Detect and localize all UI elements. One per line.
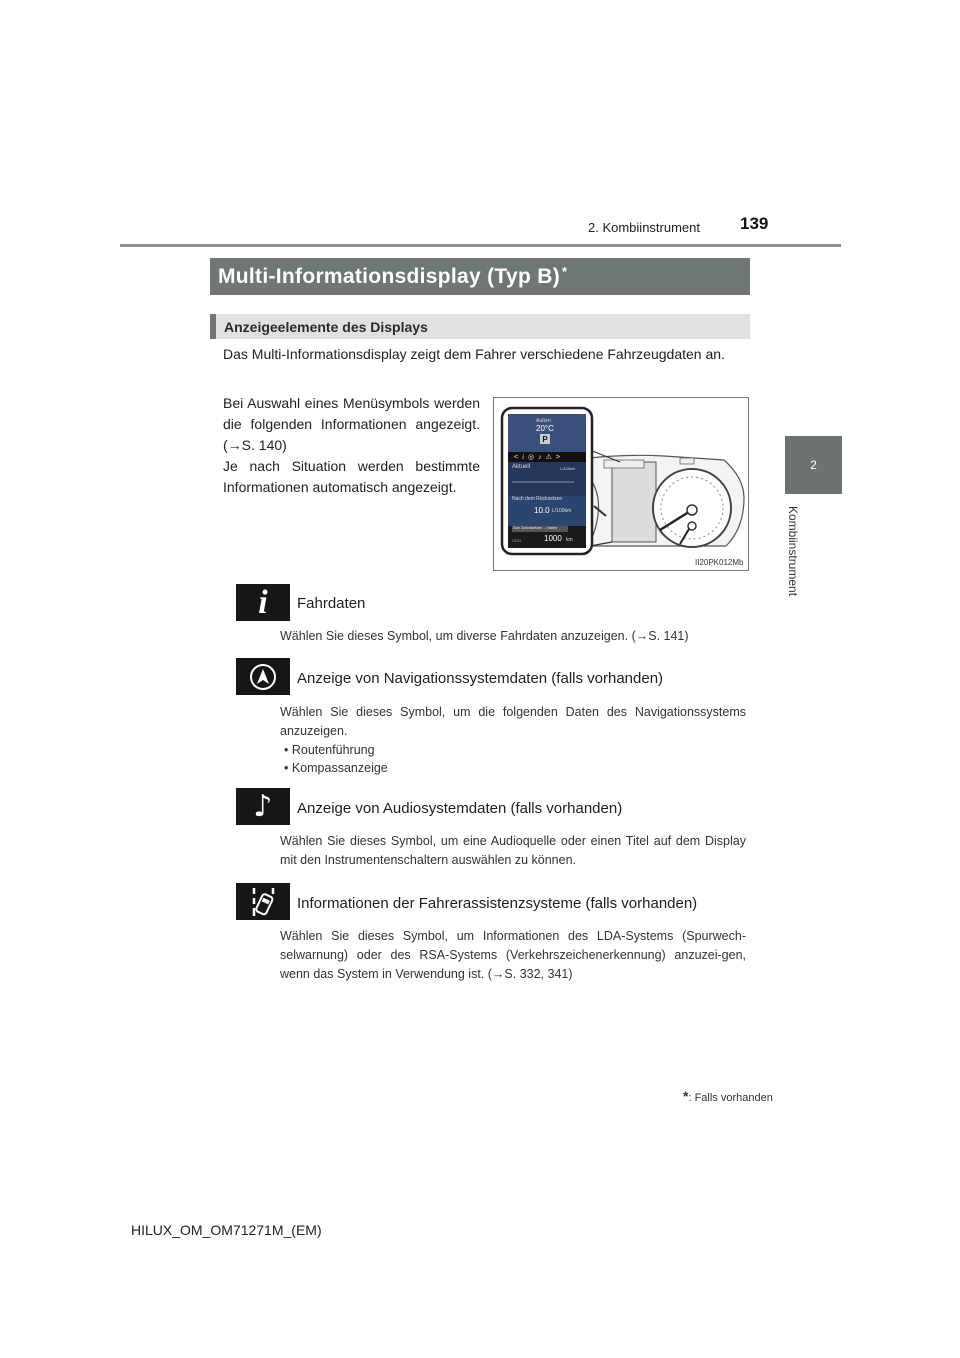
instrument-cluster-illustration — [494, 398, 748, 570]
entry-label-driver-assist: Informationen der Fahrerassistenzsysteme (falls vorhanden) — [297, 895, 698, 912]
footnote — [683, 1088, 773, 1104]
subsection-accent — [210, 314, 216, 339]
screen-reset-value: 10.0 — [534, 506, 550, 515]
bullet-kompassanzeige: Kompassanzeige — [291, 761, 388, 775]
music-note-icon: ♪ — [236, 788, 290, 825]
entry-label-audio: Anzeige von Audiosystemdaten (falls vorhanden) — [297, 800, 623, 817]
screen-odo-value: 1000 — [544, 534, 562, 543]
navigation-icon-glyph — [248, 662, 278, 692]
bullet-item: • Routenführung — [284, 743, 375, 757]
screen-consumption-unit: L/100km — [560, 466, 576, 471]
screen-odo-label: ODO — [512, 538, 522, 543]
entry-desc-audio: Wählen Sie dieses Symbol, um eine Audioquelle oder einen Titel auf dem Display mit den Instrumentenschaltern auswählen zu können. — [280, 834, 746, 867]
document-code: HILUX_OM_OM71271M_(EM) — [131, 1222, 322, 1238]
screen-gear: P — [540, 434, 550, 444]
footnote-text: : Falls vorhanden — [688, 1092, 773, 1104]
section-title: Multi-Informationsdisplay (Typ B) — [218, 264, 561, 288]
entry-desc-navigation: Wählen Sie dieses Symbol, um die folgenden Daten des Navigationssystems anzuzeigen. — [280, 705, 746, 738]
menu-description-line1: Bei Auswahl eines Menüsymbols werden die folgenden Informationen angezeigt. (→S. 140) — [223, 395, 480, 453]
screen-current-label: Aktuell — [512, 464, 531, 470]
screen-temperature: 20°C — [536, 424, 554, 433]
info-icon: i — [236, 584, 290, 621]
bullet-routenfuehrung: Routenführung — [291, 743, 375, 757]
screen-menu-icons: <i◎♪⚠> — [514, 453, 565, 461]
subsection-bar — [210, 314, 750, 339]
screen-reset-hint: Zum Zurücksetzen → halten — [513, 526, 557, 530]
driver-assist-icon — [236, 883, 290, 920]
menu-description — [223, 393, 480, 498]
chapter-tab: 2 — [785, 436, 842, 494]
figure-code: II20PK012Mb — [695, 558, 744, 567]
menu-description-line2: Je nach Situation werden bestimmte Informationen automatisch angezeigt. — [223, 458, 480, 495]
chapter-title: 2. Kombiinstrument — [588, 220, 700, 235]
section-title-bar — [210, 258, 750, 295]
navigation-icon — [236, 658, 290, 695]
bullet-item: • Kompassanzeige — [284, 761, 388, 775]
title-mark: * — [562, 264, 568, 279]
page-number: 139 — [740, 214, 769, 233]
screen-reset-unit: L/100km — [552, 508, 572, 514]
chapter-tab-label: Kombiinstrument — [786, 506, 800, 597]
footnote-mark: * — [683, 1088, 689, 1104]
screen-reset-label: Nach dem Rücksetzen — [512, 496, 563, 502]
entry-desc-driver-assist: Wählen Sie dieses Symbol, um Informationen des LDA-Systems (Spurwech-selwarnung) oder des RSA-Systems (Verkehrszeichenerkennung) anzuzei-gen, wenn das System in Verwendung ist. (→S. 332, 341) — [280, 929, 746, 981]
intro-text: Das Multi-Informationsdisplay zeigt dem Fahrer verschiedene Fahrzeugdaten an. — [223, 346, 725, 362]
entry-label-fahrdaten: Fahrdaten — [297, 595, 366, 612]
driver-assist-icon-glyph — [246, 886, 280, 918]
entry-desc-fahrdaten: Wählen Sie dieses Symbol, um diverse Fahrdaten anzuzeigen. (→S. 141) — [280, 629, 689, 643]
screen-outside-label: Außen — [536, 418, 551, 424]
screen-odo-unit: km — [566, 537, 573, 543]
header-rule — [120, 244, 841, 247]
instrument-figure — [493, 397, 749, 571]
subsection-title: Anzeigeelemente des Displays — [224, 318, 428, 335]
entry-label-navigation: Anzeige von Navigationssystemdaten (falls vorhanden) — [297, 670, 664, 687]
